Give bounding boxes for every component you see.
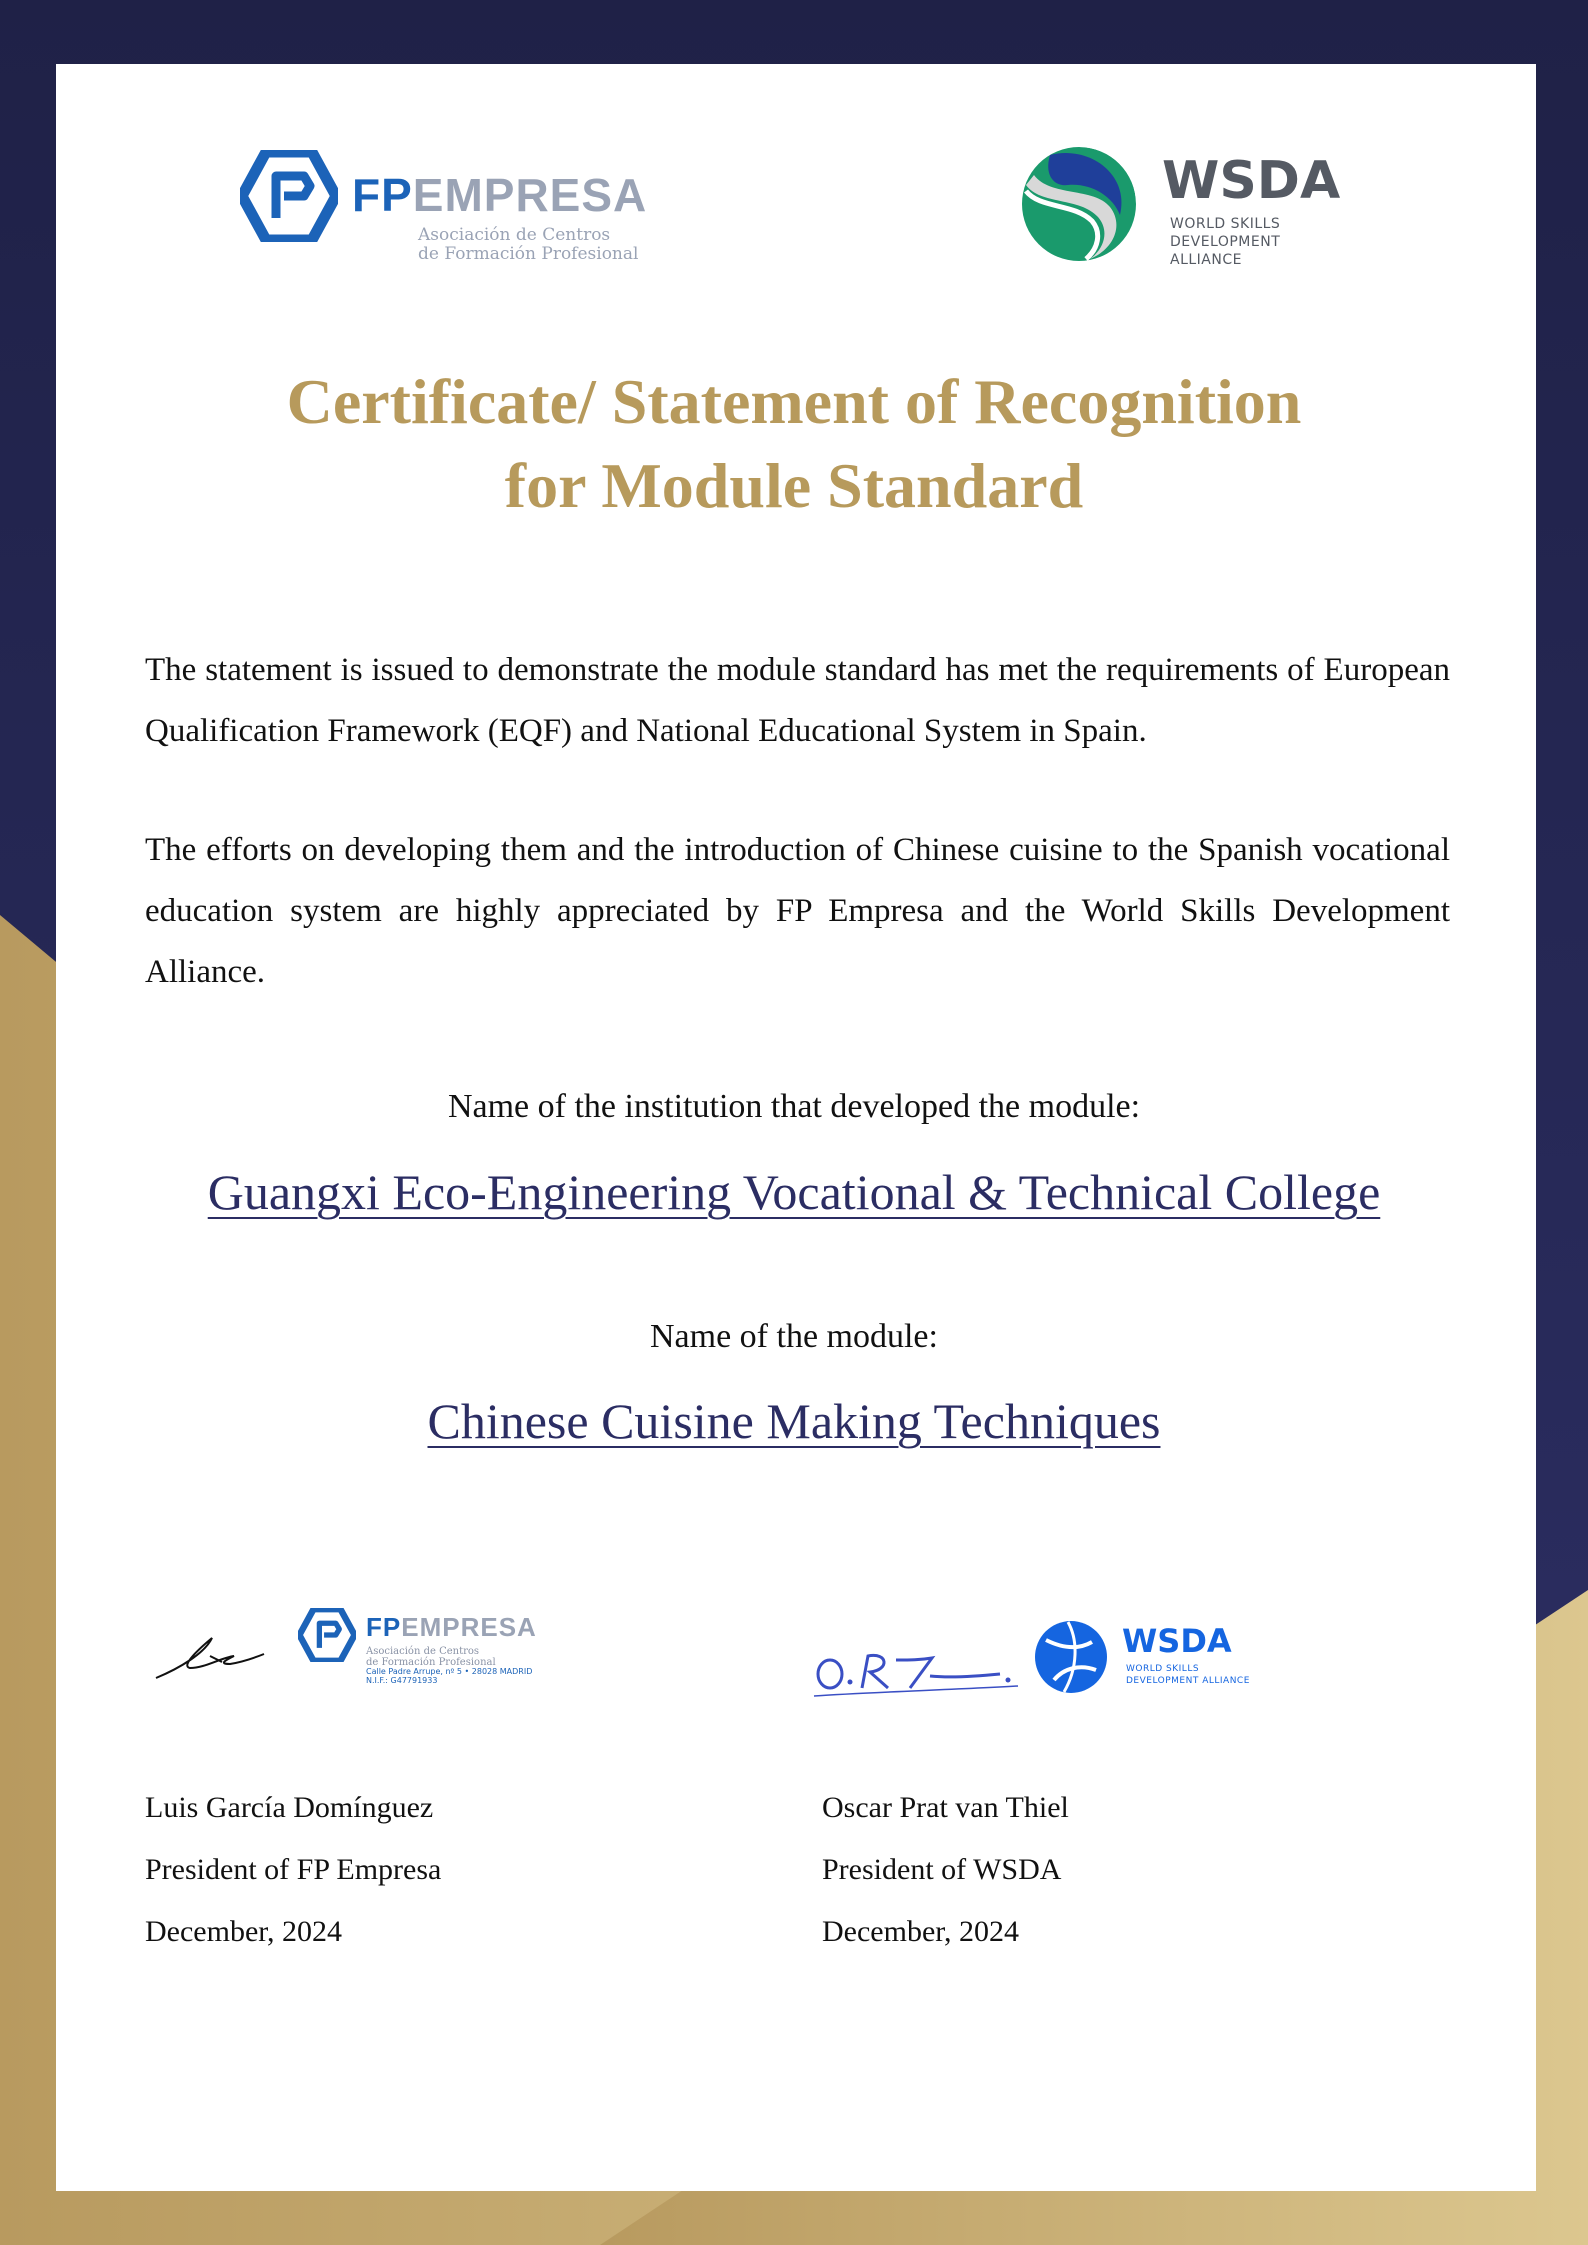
wsda-subtitle-line1: WORLD SKILLS	[1170, 216, 1281, 232]
left-signatory-name: Luis García Domínguez	[145, 1791, 434, 1824]
stamp-wsda-word: WSDA	[1122, 1622, 1232, 1660]
stamp-empresa-word: EMPRESA	[401, 1612, 537, 1642]
wsda-globe-icon	[1020, 145, 1138, 263]
empresa-word: EMPRESA	[412, 169, 648, 221]
fp-subtitle-line2: de Formación Profesional	[418, 243, 639, 264]
wsda-subtitle-line2: DEVELOPMENT ALLIANCE	[1170, 234, 1281, 269]
module-label: Name of the module:	[650, 1318, 938, 1355]
stamp-wsda-line2: DEVELOPMENT ALLIANCE	[1126, 1675, 1250, 1686]
wsda-signature-stamp	[810, 1610, 1250, 1705]
fp-subtitle-line1: Asociación de Centros	[418, 225, 611, 245]
stamp-fp-word: FP	[366, 1612, 402, 1642]
stamp-wsda-line1: WORLD SKILLS	[1126, 1664, 1200, 1674]
right-signatory-title: President of WSDA	[822, 1853, 1062, 1886]
institution-label: Name of the institution that developed the module:	[447, 1088, 1141, 1125]
statement-paragraph: The statement is issued to demonstrate the module standard has met the requirements of European Qualification Framework (EQF) and National Educational System in Spain.	[145, 652, 1450, 749]
signature-prat-icon	[810, 1630, 1025, 1702]
title-line1: Certificate/ Statement of Recognition	[286, 366, 1302, 437]
wsda-logo	[1020, 145, 1350, 270]
left-signatory-date: December, 2024	[145, 1915, 343, 1948]
wsda-word: WSDA	[1162, 151, 1341, 211]
module-name: Chinese Cuisine Making Techniques	[427, 1393, 1161, 1449]
certificate-title	[56, 360, 1532, 528]
right-signatory-date: December, 2024	[822, 1915, 1020, 1948]
fp-empresa-signature-stamp	[150, 1600, 570, 1700]
fp-empresa-logo	[240, 150, 660, 270]
appreciation-paragraph: The efforts on developing them and the introduction of Chinese cuisine to the Spanish vocational education system are highly appreciated by FP Empresa and the World Skills Development Alliance.	[145, 832, 1450, 990]
fp-word: FP	[352, 169, 413, 221]
stamp-wsda-globe-icon	[1034, 1620, 1108, 1694]
stamp-line3: Calle Padre Arrupe, nº 5 • 28028 MADRID	[366, 1667, 533, 1676]
stamp-line4: N.I.F.: G47791933	[366, 1675, 438, 1685]
stamp-fp-mark-icon	[298, 1608, 356, 1662]
stamp-line1: Asociación de Centros	[366, 1646, 480, 1657]
left-signatory-title: President of FP Empresa	[145, 1853, 442, 1886]
right-signatory-name: Oscar Prat van Thiel	[822, 1791, 1069, 1824]
stamp-line2: de Formación Profesional	[366, 1657, 496, 1668]
fp-empresa-mark-icon	[240, 150, 338, 242]
title-line2: for Module Standard	[504, 450, 1084, 521]
signature-garcia-icon	[150, 1628, 270, 1688]
institution-name: Guangxi Eco-Engineering Vocational & Technical College	[207, 1164, 1381, 1220]
